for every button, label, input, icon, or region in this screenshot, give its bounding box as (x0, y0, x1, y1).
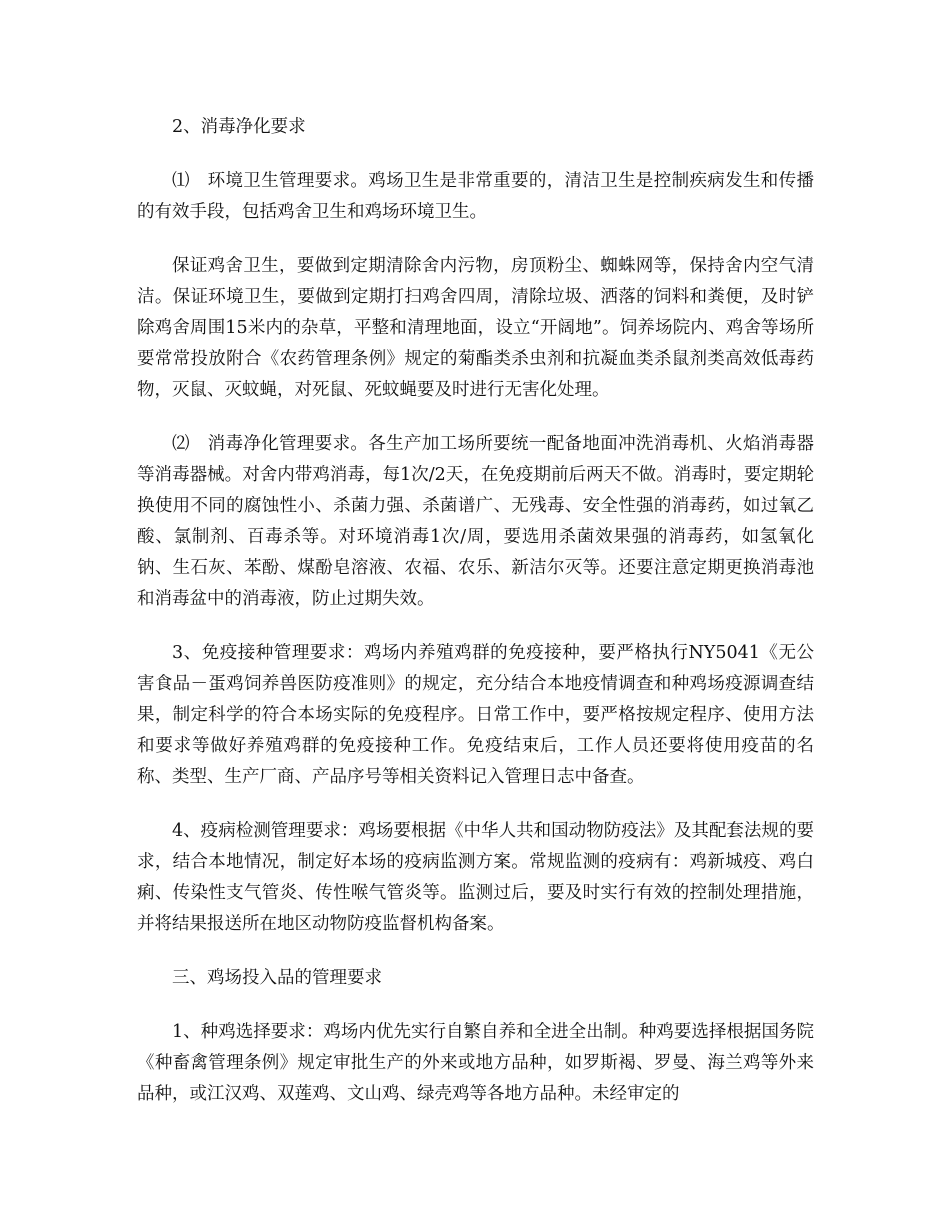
paragraph-environmental-hygiene: ⑴ 环境卫生管理要求。鸡场卫生是非常重要的，清洁卫生是控制疾病发生和传播的有效手段，包括鸡舍卫生和鸡场环境卫生。 (137, 171, 814, 222)
section-heading-inputs: 三、鸡场投入品的管理要求 (172, 968, 382, 988)
paragraph-breeder-selection: 1、种鸡选择要求：鸡场内优先实行自繁自养和全进全出制。种鸡要选择根据国务院《种畜禽管理条例》规定审批生产的外来或地方品种，如罗斯褐、罗曼、海兰鸡等外来品种，或江汉鸡、双莲鸡、文山鸡、绿壳鸡等各地方品种。未经审定的 (137, 1022, 814, 1104)
paragraph-coop-hygiene: 保证鸡舍卫生，要做到定期清除舍内污物，房顶粉尘、蜘蛛网等，保持舍内空气清洁。保证环境卫生，要做到定期打扫鸡舍四周，清除垃圾、洒落的饲料和粪便，及时铲除鸡舍周围15米内的杂草，平整和清理地面，设立“开阔地”。饲养场院内、鸡舍等场所要常常投放附合《农药管理条例》规定的菊酯类杀虫剂和抗凝血类杀鼠剂类高效低毒药物，灭鼠、灭蚊蝇，对死鼠、死蚊蝇要及时进行无害化处理。 (137, 256, 814, 400)
paragraph-disease-monitoring: 4、疫病检测管理要求：鸡场要根据《中华人共和国动物防疫法》及其配套法规的要求，结合本地情况，制定好本场的疫病监测方案。常规监测的疫病有：鸡新城疫、鸡白痢、传染性支气管炎、传性喉气管炎等。监测过后，要及时实行有效的控制处理措施，并将结果报送所在地区动物防疫监督机构备案。 (137, 821, 814, 934)
paragraph-immunization: 3、免疫接种管理要求：鸡场内养殖鸡群的免疫接种，要严格执行NY5041《无公害食品－蛋鸡饲养兽医防疫准则》的规定，充分结合本地疫情调查和种鸡场疫源调查结果，制定科学的符合本场实际的免疫程序。日常工作中，要严格按规定程序、使用方法和要求等做好养殖鸡群的免疫接种工作。免疫结束后，工作人员还要将使用疫苗的名称、类型、生产厂商、产品序号等相关资料记入管理日志中备查。 (137, 643, 814, 787)
paragraph-disinfection-management: ⑵ 消毒净化管理要求。各生产加工场所要统一配备地面冲洗消毒机、火焰消毒器等消毒器械。对舍内带鸡消毒，每1次/2天，在免疫期前后两天不做。消毒时，要定期轮换使用不同的腐蚀性小、杀菌力强、杀菌谱广、无残毒、安全性强的消毒药，如过氧乙酸、氯制剂、百毒杀等。对环境消毒1次/周，要选用杀菌效果强的消毒药，如氢氧化钠、生石灰、苯酚、煤酚皂溶液、农福、农乐、新洁尔灭等。还要注意定期更换消毒池和消毒盆中的消毒液，防止过期失效。 (137, 434, 814, 609)
section-heading-disinfection: 2、消毒净化要求 (172, 117, 306, 137)
